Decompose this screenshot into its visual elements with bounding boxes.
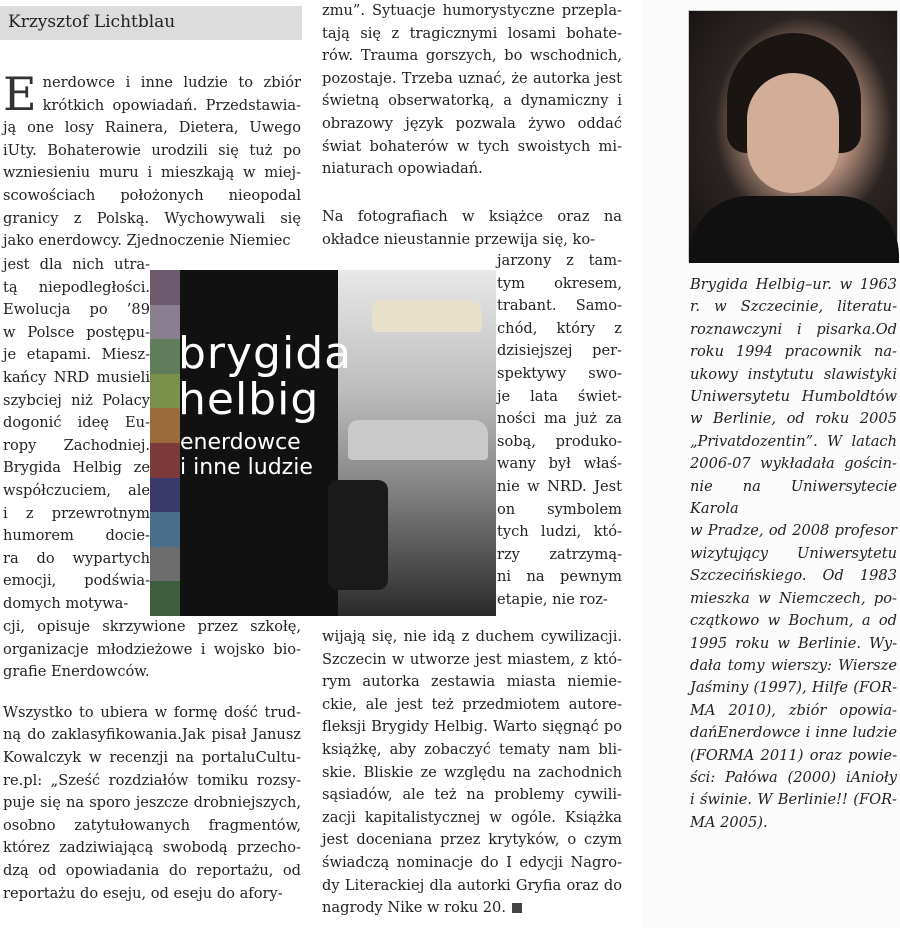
text-line: cji, opisuje skrzywione przez szkołę, <box>3 618 301 635</box>
trabant-car-shape <box>348 420 488 460</box>
cover-stripe <box>150 512 180 547</box>
text-line: nie na Uniwersytecie Karola <box>690 477 897 518</box>
text-line: Wszystko to ubiera w formę dość trud- <box>3 703 301 721</box>
cover-stripe <box>150 339 180 374</box>
text-line: pozostaje. Trzeba uznać, że autorka jest <box>322 69 622 87</box>
text-line: ukowy instytutu slawistyki <box>690 365 897 383</box>
cover-stripe <box>150 581 180 616</box>
cover-author-name-line1: brygida <box>178 328 353 379</box>
cover-title-line2: i inne ludzie <box>180 455 313 480</box>
text-line: scowościach położonych nieopodal <box>3 186 301 204</box>
author-portrait-photo <box>688 10 898 262</box>
text-line: organizacje młodzieżowe i wojsko bio- <box>3 640 301 658</box>
text-line: Brygida Helbig ze <box>3 459 150 477</box>
text-line: współczuciem, ale <box>3 481 150 499</box>
text-line: roku 1994 pracownik na- <box>690 343 897 361</box>
text-line: dy Literackiej dla autorki Gryfia oraz do <box>322 876 622 894</box>
text-line: tają się z tragicznymi losami bohate- <box>322 24 622 42</box>
text-line: Na fotografiach w książce oraz na <box>322 208 622 225</box>
text-line: granicy z Polską. Wychowywali się <box>3 209 301 227</box>
cover-stripe <box>150 443 180 478</box>
text-line: ści: Pałówa (2000) iAnioły <box>690 768 897 786</box>
text-line: dała tomy wierszy: Wiersze <box>690 656 897 674</box>
intro-paragraph <box>3 67 301 253</box>
article-column-1-narrow <box>3 254 150 616</box>
article-column-2-top <box>322 0 622 181</box>
author-byline: Krzysztof Lichtblau <box>0 6 302 40</box>
paragraph-continuation-2 <box>322 626 622 920</box>
bio-text <box>690 274 897 834</box>
text-line: domych motywa- <box>3 594 129 612</box>
cover-stripe <box>150 305 180 340</box>
text-line: Szczecińskiego. Od 1983 <box>690 567 897 585</box>
text-line: w Polsce postępu- <box>3 323 150 341</box>
text-line: chód, który z <box>497 319 622 337</box>
text-line: 2006-07 wykładała gościn- <box>690 455 897 473</box>
text-line: Kowalczyk w recenzji na portaluCultu- <box>3 748 301 766</box>
text-line: świetną obserwatorką, a dynamiczny i <box>322 92 622 110</box>
text-line: on symbolem <box>497 500 622 518</box>
text-line: jarzony z tam- <box>497 252 622 269</box>
text-line: okładce nieustannie przewija się, ko- <box>322 230 596 248</box>
text-line: dzisiejszej per- <box>497 342 622 360</box>
text-line: MA 2005). <box>690 813 768 831</box>
text-line: ją one losy Rainera, Dietera, Uwego <box>3 119 301 137</box>
cover-author-name-line2: helbig <box>178 374 320 425</box>
article-column-1-bottom <box>3 616 301 905</box>
text-line: puje się na sporo jeszcze drobniejszych, <box>3 794 301 812</box>
article-column-1-intro <box>3 67 301 253</box>
text-line: dzą od opowiadania do reportażu, od <box>3 861 301 879</box>
text-line: jest doceniana przez krytyków, o czym <box>322 831 622 849</box>
text-line: fleksji Brygidy Helbig. Warto sięgnąć po <box>322 718 622 736</box>
text-line: ności ma już za <box>497 410 622 428</box>
text-line: nagrody Nike w roku 20. <box>322 897 622 920</box>
end-of-article-mark <box>512 903 522 913</box>
text-line: (FORMA 2011) oraz powie- <box>690 746 897 764</box>
text-line: obrazowy język pozwala żywo oddać <box>322 114 622 132</box>
text-line: wzniesieniu muru i mieszkają w miej- <box>3 164 301 182</box>
text-line: Ewolucja po ’89 <box>3 301 150 319</box>
text-line: wizytujący Uniwersytetu <box>690 544 897 562</box>
cover-photo-trabant <box>338 270 496 616</box>
cover-stripe <box>150 270 180 305</box>
text-line: w Pradze, od 2008 profesor <box>690 522 897 540</box>
text-line: zmu”. Sytuacje humorystyczne przepla- <box>322 2 622 19</box>
cover-title-line1: enerdowce <box>180 430 301 455</box>
text-line: ną do zaklasyfikowania.Jak pisał Janusz <box>3 726 301 744</box>
trabant-car-shape <box>372 300 482 332</box>
text-line: nie w NRD. Jest <box>497 477 622 495</box>
text-line: jest dla nich utra- <box>3 256 150 273</box>
text-line: re.pl: „Sześć rozdziałów tomiku rozsy- <box>3 771 301 789</box>
paragraph-4 <box>322 206 622 251</box>
text-line: reportażu do eseju, od eseju do afory- <box>3 884 283 902</box>
text-line: emocji, podświa- <box>3 572 150 590</box>
text-line: „Privatdozentin”. W latach <box>690 432 897 450</box>
text-line: którez zadziwiającą swobodą przecho- <box>3 839 301 857</box>
text-line: szybciej niż Polacy <box>3 391 150 409</box>
text-line: sobą, produko- <box>497 432 622 450</box>
text-line: wijają się, nie idą z duchem cywilizacji. <box>322 628 622 645</box>
text-line: MA 2010), zbiór opowia- <box>690 701 897 719</box>
car-door-shape <box>328 480 388 590</box>
text-line: etapie, nie roz- <box>497 590 608 608</box>
text-line: ckie, ale jest też przedmiotem autore- <box>322 695 622 713</box>
cover-stripe <box>150 408 180 443</box>
text-line: w Berlinie, od roku 2005 <box>690 410 897 428</box>
text-line: krótkich opowiadań. Przedstawia- <box>42 96 301 114</box>
wrapped-paragraph <box>3 254 150 616</box>
portrait-shoulders <box>689 196 899 263</box>
text-line: rów. Trauma gorszych, bo wschodnich, <box>322 47 622 65</box>
text-line: rzy zatrzymą- <box>497 545 622 563</box>
text-line: kańcy NRD musieli <box>3 368 150 386</box>
wrapped-paragraph-2 <box>497 250 622 612</box>
text-line: tym okresem, <box>497 274 622 292</box>
text-line: czątkowo w Bochum, a od <box>690 612 897 630</box>
text-line: ra do wypartych <box>3 549 150 567</box>
text-line: mieszka w Niemczech, po- <box>690 589 897 607</box>
text-line: sąsiadów, ale też na problemy cywili- <box>322 786 622 804</box>
text-line: nerdowce i inne ludzie to zbiór <box>42 74 301 91</box>
text-line: Jaśminy (1997), Hilfe (FOR- <box>690 679 897 697</box>
text-line: świat bohaterów w tych swoistych mi- <box>322 137 622 155</box>
text-line: je etapami. Miesz- <box>3 346 150 364</box>
text-line: Szczecin w utworze jest miastem, z któ- <box>322 650 622 668</box>
paragraph-3 <box>322 0 622 181</box>
text-line: niaturach opowiadań. <box>322 160 483 178</box>
text-line: dańEnerdowce i inne ludzie <box>690 724 897 742</box>
text-line: rym autorka zestawia miasta niemie- <box>322 673 622 691</box>
cover-stripe <box>150 374 180 409</box>
text-line: Brygida Helbig–ur. w 1963 <box>690 276 897 293</box>
text-line: wany był właś- <box>497 455 622 473</box>
portrait-face <box>747 73 839 193</box>
author-bio-caption <box>690 274 897 834</box>
text-line: jako enerdowcy. Zjednoczenie Niemiec <box>3 232 291 250</box>
text-line: spektywy swo- <box>497 364 622 382</box>
article-column-2-narrow <box>497 250 622 612</box>
dropcap: E <box>3 67 37 121</box>
text-line: i z przewrotnym <box>3 504 150 522</box>
text-line: 1995 roku w Berlinie. Wy- <box>690 634 897 652</box>
text-line: r. w Szczecinie, literatu- <box>690 298 897 316</box>
text-line: roznawczyni i pisarka.Od <box>690 320 897 338</box>
text-line: je lata świet- <box>497 387 622 405</box>
text-line: tą niepodległości. <box>3 278 150 296</box>
cover-color-stripes <box>150 270 180 616</box>
text-line: świadczą nominacje do I edycji Nagro- <box>322 853 622 871</box>
book-cover-image <box>150 270 496 616</box>
text-line: tych ludzi, któ- <box>497 523 622 541</box>
cover-stripe <box>150 478 180 513</box>
text-line: ni na pewnym <box>497 568 622 586</box>
text-line: iUty. Bohaterowie urodzili się tuż po <box>3 141 301 159</box>
text-line: Uniwersytetu Humboldtów <box>690 388 897 406</box>
text-line: skie. Bliskie ze względu na zachodnich <box>322 763 622 781</box>
text-line: grafie Enerdowców. <box>3 663 150 681</box>
paragraph-continuation <box>3 616 301 684</box>
text-line: trabant. Samo- <box>497 297 622 315</box>
text-line: ropy Zachodniej. <box>3 436 150 454</box>
text-line: książkę, aby zobaczyć tematy nam bli- <box>322 740 622 758</box>
text-line: i świnie. W Berlinie!! (FOR- <box>690 791 897 809</box>
article-column-2-bottom <box>322 626 622 920</box>
text-line: zacji kapitalistycznej w ogóle. Książka <box>322 808 622 826</box>
paragraph-2 <box>3 702 301 905</box>
text-line: osobno zatytułowanych fragmentów, <box>3 816 301 834</box>
text-line: dogonić ideę Eu- <box>3 414 150 432</box>
cover-stripe <box>150 547 180 582</box>
article-column-2-p4 <box>322 206 622 251</box>
text-line: humorem docie- <box>3 527 150 545</box>
